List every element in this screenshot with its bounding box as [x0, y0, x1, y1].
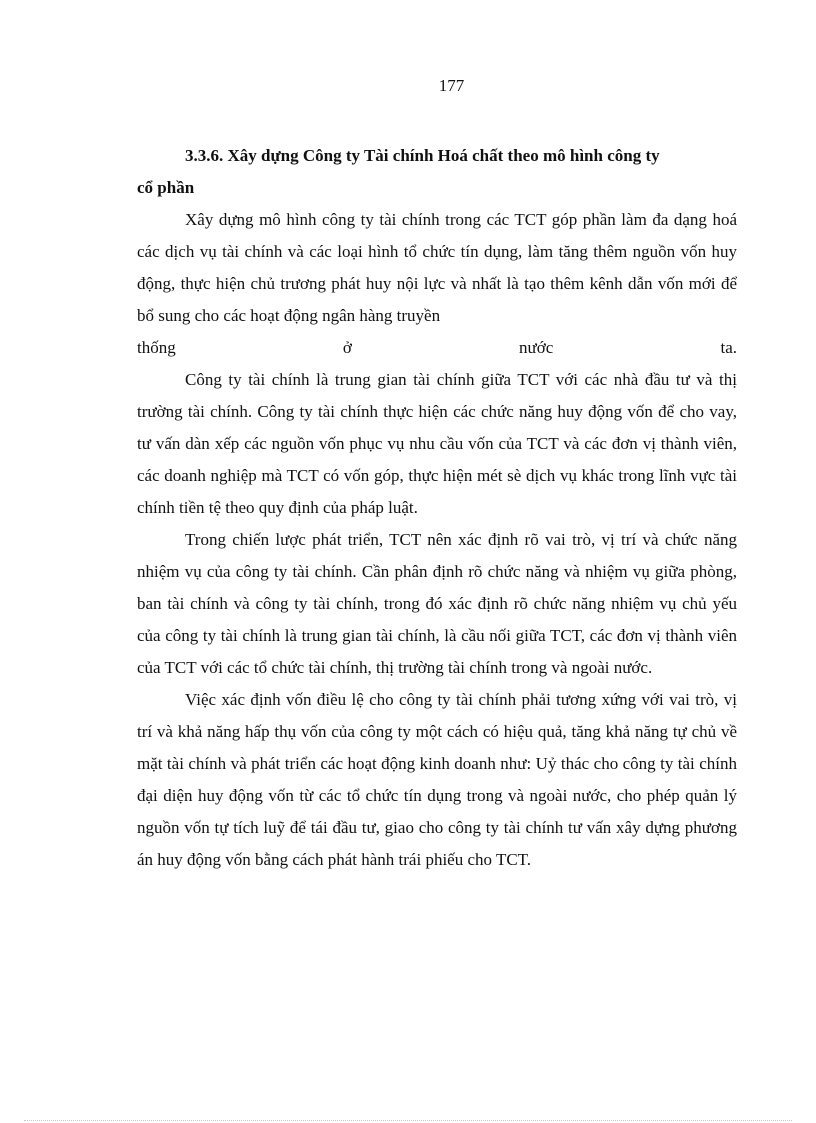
page-number: 177 [438, 76, 465, 95]
paragraph-1 [137, 204, 737, 364]
paragraph-2: Công ty tài chính là trung gian tài chính giữa TCT với các nhà đầu tư và thị trường tài chính. Công ty tài chính thực hiện các chức năng huy động vốn để cho vay, tư vấn dàn xếp các nguồn vốn phục vụ nhu cầu vốn của TCT và các đơn vị thành viên, các doanh nghiệp mà TCT có vốn góp, thực hiện mét sè dịch vụ khác trong lĩnh vực tài chính tiền tệ theo quy định của pháp luật. [137, 370, 737, 517]
page-bottom-divider [24, 1120, 792, 1121]
section-heading-line-2: cổ phần [137, 178, 195, 197]
paragraph-1-text: Xây dựng mô hình công ty tài chính trong các TCT góp phần làm đa dạng hoá các dịch vụ tài chính và các loại hình tổ chức tín dụng, làm tăng thêm nguồn vốn huy động, thực hiện chủ trương phát huy nội lực và nhất là tạo thêm kênh dẫn vốn mới để bổ sung cho các hoạt động ngân hàng truyền [137, 210, 737, 325]
paragraph-1-tail: thống ở nước ta. [137, 338, 737, 357]
section-heading-line-1: 3.3.6. Xây dựng Công ty Tài chính Hoá chất theo mô hình công ty [185, 146, 660, 165]
document-body [137, 140, 737, 876]
paragraph-3: Trong chiến lược phát triển, TCT nên xác định rõ vai trò, vị trí và chức năng nhiệm vụ của công ty tài chính. Cần phân định rõ chức năng và nhiệm vụ giữa phòng, ban tài chính và công ty tài chính, trong đó xác định rõ chức năng nhiệm vụ chủ yếu của công ty tài chính là trung gian tài chính, là cầu nối giữa TCT, các đơn vị thành viên của TCT với các tổ chức tài chính, thị trường tài chính trong và ngoài nước. [137, 530, 737, 677]
paragraph-4: Việc xác định vốn điều lệ cho công ty tài chính phải tương xứng với vai trò, vị trí và khả năng hấp thụ vốn của công ty một cách có hiệu quả, tăng khả năng tự chủ về mặt tài chính và phát triển các hoạt động kinh doanh như: Uỷ thác cho công ty tài chính đại diện huy động vốn từ các tổ chức tín dụng trong và ngoài nước, cho phép quản lý nguồn vốn tự tích luỹ để tái đầu tư, giao cho công ty tài chính tư vấn xây dựng phương án huy động vốn bằng cách phát hành trái phiếu cho TCT. [137, 690, 737, 869]
section-heading [137, 140, 737, 204]
